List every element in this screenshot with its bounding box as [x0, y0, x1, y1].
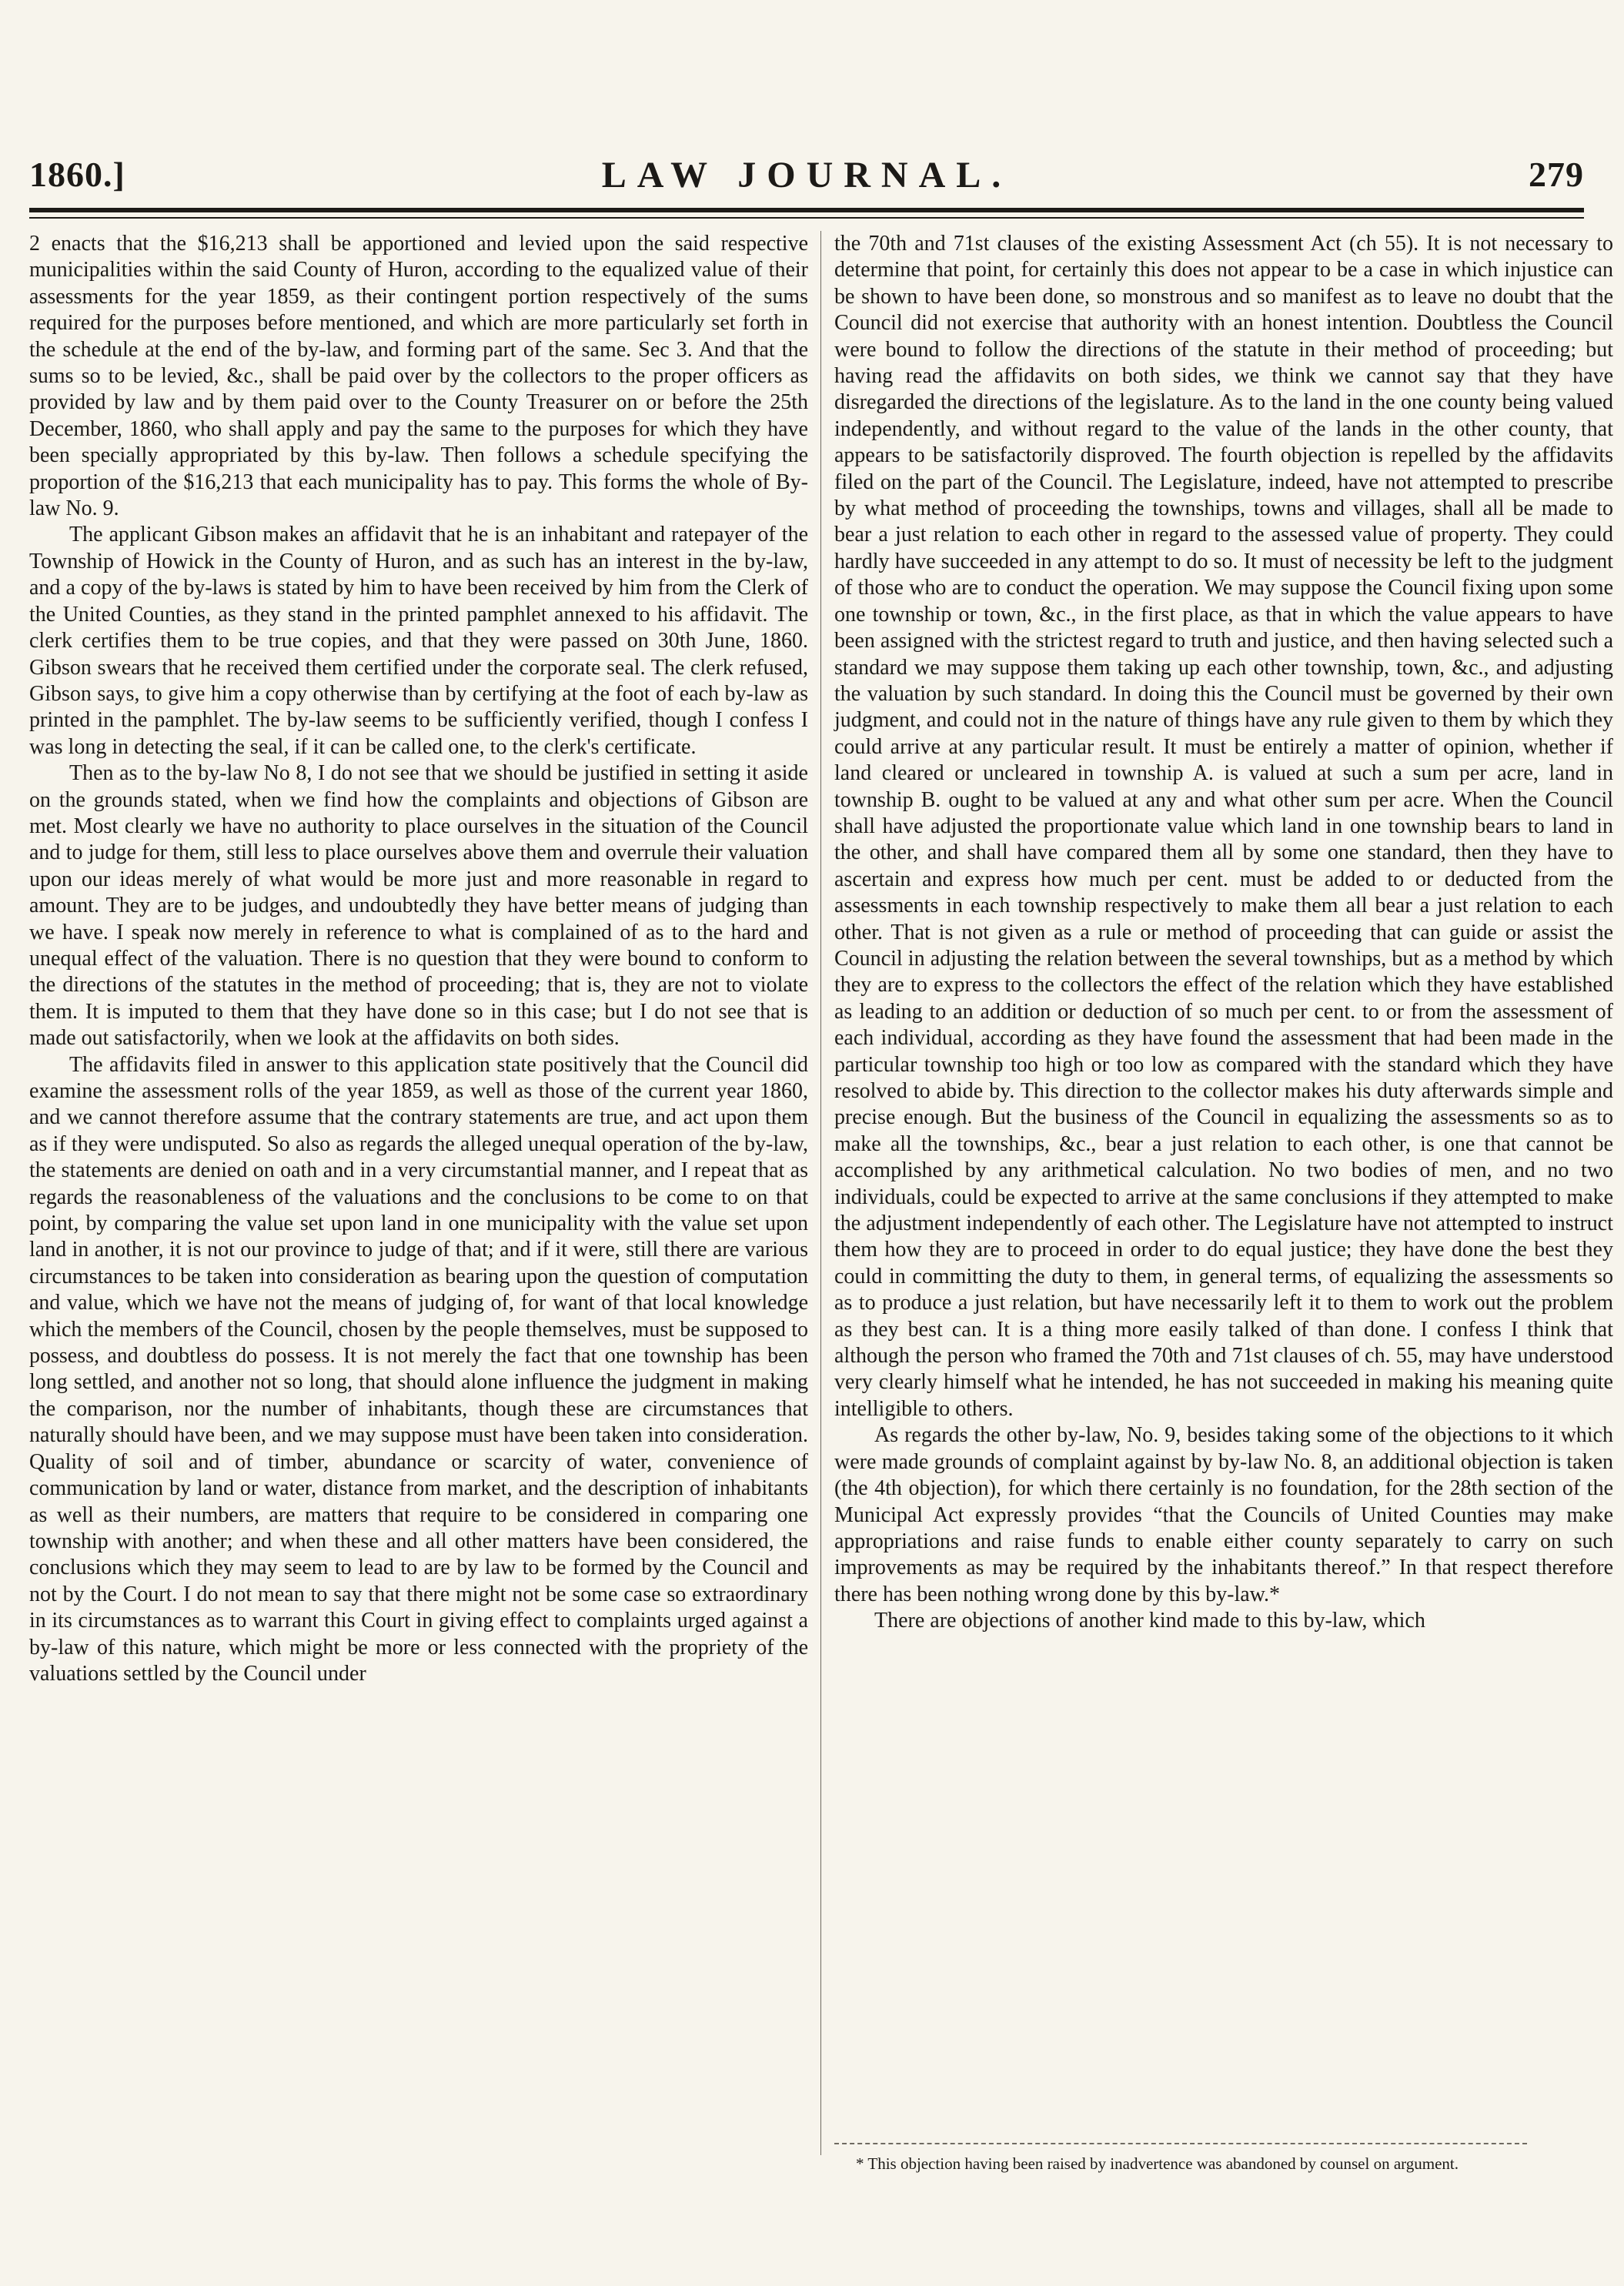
header-rule-thick: [29, 208, 1584, 212]
column-divider: [820, 231, 821, 2155]
footnote-text: * This objection having been raised by inadvertence was abandoned by counsel on argument.: [856, 2154, 1459, 2173]
header-rule-thin: [29, 217, 1584, 219]
running-header: [29, 154, 1584, 197]
journal-title: LAW JOURNAL.: [601, 155, 1012, 196]
paragraph: Then as to the by-law No 8, I do not see that we should be justified in setting it aside on the grounds stated, when we find how the complaints and objections of Gibson are met. Most clearly we have no authority to place ourselves in the situation of the Council and to judge for them, still less to place ourselves above them and overrule their valuation upon our ideas merely of what would be more just and more reasonable in regard to amount. They are to be judges, and undoubtedly they have better means of judging than we have. I speak now merely in reference to what is complained of as to the hard and unequal effect of the valuation. There is no question that they were bound to conform to the directions of the statutes in the method of proceeding; that is, they are not to violate them. It is imputed to them that they have done so in this case; but I do not see that is made out satisfactorily, when we look at the affidavits on both sides.: [29, 761, 808, 1051]
paragraph: 2 enacts that the $16,213 shall be apportioned and levied upon the said respective municipalities within the said County of Huron, according to the equalized value of their assessments for the year 1859, as their contingent portion respectively of the sums required for the purposes before mentioned, and which are more particularly set forth in the schedule at the end of the by-law, and forming part of the same. Sec 3. And that the sums so to be levied, &c., shall be paid over by the collectors to the proper officers as provided by law and by them paid over to the County Treasurer on or before the 25th December, 1860, who shall apply and pay the same to the purposes for which they have been specially appropriated by this by-law. Then follows a schedule specifying the proportion of the $16,213 that each municipality has to pay. This forms the whole of By-law No. 9.: [29, 232, 808, 521]
header-year: 1860.]: [29, 155, 125, 194]
left-column: [29, 231, 808, 1687]
paragraph: The affidavits filed in answer to this application state positively that the Council did examine the assessment rolls of the year 1859, as well as those of the current year 1860, and we cannot therefore assume that the contrary statements are true, and act upon them as if they were undisputed. So also as regards the alleged unequal operation of the by-law, the statements are denied on oath and in a very circumstantial manner, and I repeat that as regards the reasonableness of the valuations and the conclusions to be come to on that point, by comparing the value set upon land in one municipality with the value set upon land in another, it is not our province to judge of that; and if it were, still there are various circumstances to be taken into consideration as bearing upon the question of computation and value, which we have not the means of judging of, for want of that local knowledge which the members of the Council, chosen by the people themselves, must be supposed to possess, and doubtless do possess. It is not merely the fact that one township has been long settled, and another not so long, that should alone influence the judgment in making the comparison, nor the number of inhabitants, though these are circumstances that naturally should have been, and we may suppose must have been taken into consideration. Quality of soil and of timber, abundance or scarcity of water, convenience of communication by land or water, distance from market, and the description of inhabitants as well as their numbers, are matters that require to be considered in comparing one township with another; and when these and all other matters have been considered, the conclusions which they may seem to lead to are by law to be formed by the Council and not by the Court. I do not mean to say that there might not be some case so extraordinary in its circumstances as to warrant this Court in giving effect to complaints urged against a by-law of this nature, which might be more or less connected with the propriety of the valuations settled by the Council under: [29, 1052, 808, 1686]
paragraph: There are objections of another kind made to this by-law, which: [874, 1609, 1425, 1633]
footnote: [834, 2154, 1589, 2174]
right-column: [834, 231, 1613, 1635]
paragraph: the 70th and 71st clauses of the existing Assessment Act (ch 55). It is not necessary to determine that point, for certainly this does not appear to be a case in which injustice can be shown to have been done, so monstrous and so manifest as to leave no doubt that the Council did not exercise that authority with an honest intention. Doubtless the Council were bound to follow the directions of the statute in their method of proceeding; but having read the affidavits on both sides, we think we cannot say that they have disregarded the directions of the legislature. As to the land in the one county being valued independently, and without regard to the value of the lands in the other county, that appears to be satisfactorily disproved. The fourth objection is repelled by the affidavits filed on the part of the Council. The Legislature, indeed, have not attempted to prescribe by what method of proceeding the townships, towns and villages, shall all be made to bear a just relation to each other in regard to the assessed value of property. They could hardly have succeeded in any attempt to do so. It must of necessity be left to the judgment of those who are to conduct the operation. We may suppose the Council fixing upon some one township or town, &c., in the first place, as that in which the value appears to have been assigned with the strictest regard to truth and justice, and then having selected such a standard we may suppose them taking up each other township, town, &c., and adjusting the valuation by such standard. In doing this the Council must be governed by their own judgment, and could not in the nature of things have any rule given to them by which they could arrive at any particular result. It must be entirely a matter of opinion, whether if land cleared or uncleared in township A. is valued at such a sum per acre, land in township B. ought to be valued at any and what other sum per acre. When the Council shall have adjusted the proportionate value which land in one township bears to land in the other, and shall have compared them all by some one standard, then they have to ascertain and express how much per cent. must be added to or deducted from the assessments in each township respectively to make them all bear a just relation to each other. That is not given as a rule or method of proceeding that can guide or assist the Council in adjusting the relation between the several townships, but as a method by which they are to express to the collectors the effect of the relation which they have established as leading to an addition or deduction of so much per cent. to or from the assessment of each individual, according as they have found the assessment that had been made in the particular township too high or too low as compared with the standard which they have resolved to abide by. This direction to the collector makes his duty afterwards simple and precise enough. But the business of the Council in equalizing the assessments so as to make all the townships, &c., bear a just relation to each other, is one that cannot be accomplished by any arithmetical calculation. No two bodies of men, and no two individuals, could be expected to arrive at the same conclusions if they attempted to make the adjustment independently of each other. The Legislature have not attempted to instruct them how they are to proceed in order to do equal justice; they have done the best they could in committing the duty to them, in general terms, of equalizing the assessments so as to produce a just relation, but have necessarily left it to them to work out the problem as they best can. It is a thing more easily talked of than done. I confess I think that although the person who framed the 70th and 71st clauses of ch. 55, may have understood very clearly himself what he intended, he has not succeeded in making his meaning quite intelligible to others.: [834, 232, 1613, 1421]
paragraph: As regards the other by-law, No. 9, besides taking some of the objections to it which were made grounds of complaint against by by-law No. 8, an additional objection is taken (the 4th objection), for which there certainly is no foundation, for the 28th section of the Municipal Act expressly provides “that the Councils of United Counties may make appropriations and raise funds to enable either county separately to carry on such improvements as may be required by the inhabitants thereof.” In that respect therefore there has been nothing wrong done by this by-law.*: [834, 1423, 1613, 1606]
footnote-rule: [834, 2143, 1527, 2144]
paragraph: The applicant Gibson makes an affidavit that he is an inhabitant and ratepayer of the Township of Howick in the County of Huron, and as such has an interest in the by-law, and a copy of the by-laws is stated by him to have been received by him from the Clerk of the United Counties, as they stand in the printed pamphlet annexed to his affidavit. The clerk certifies them to be true copies, and that they were passed on 30th June, 1860. Gibson swears that he received them certified under the corporate seal. The clerk refused, Gibson says, to give him a copy otherwise than by certifying at the foot of each by-law as printed in the pamphlet. The by-law seems to be sufficiently verified, though I confess I was long in detecting the seal, if it can be called one, to the clerk's certificate.: [29, 523, 808, 759]
page-number: 279: [1529, 155, 1584, 194]
